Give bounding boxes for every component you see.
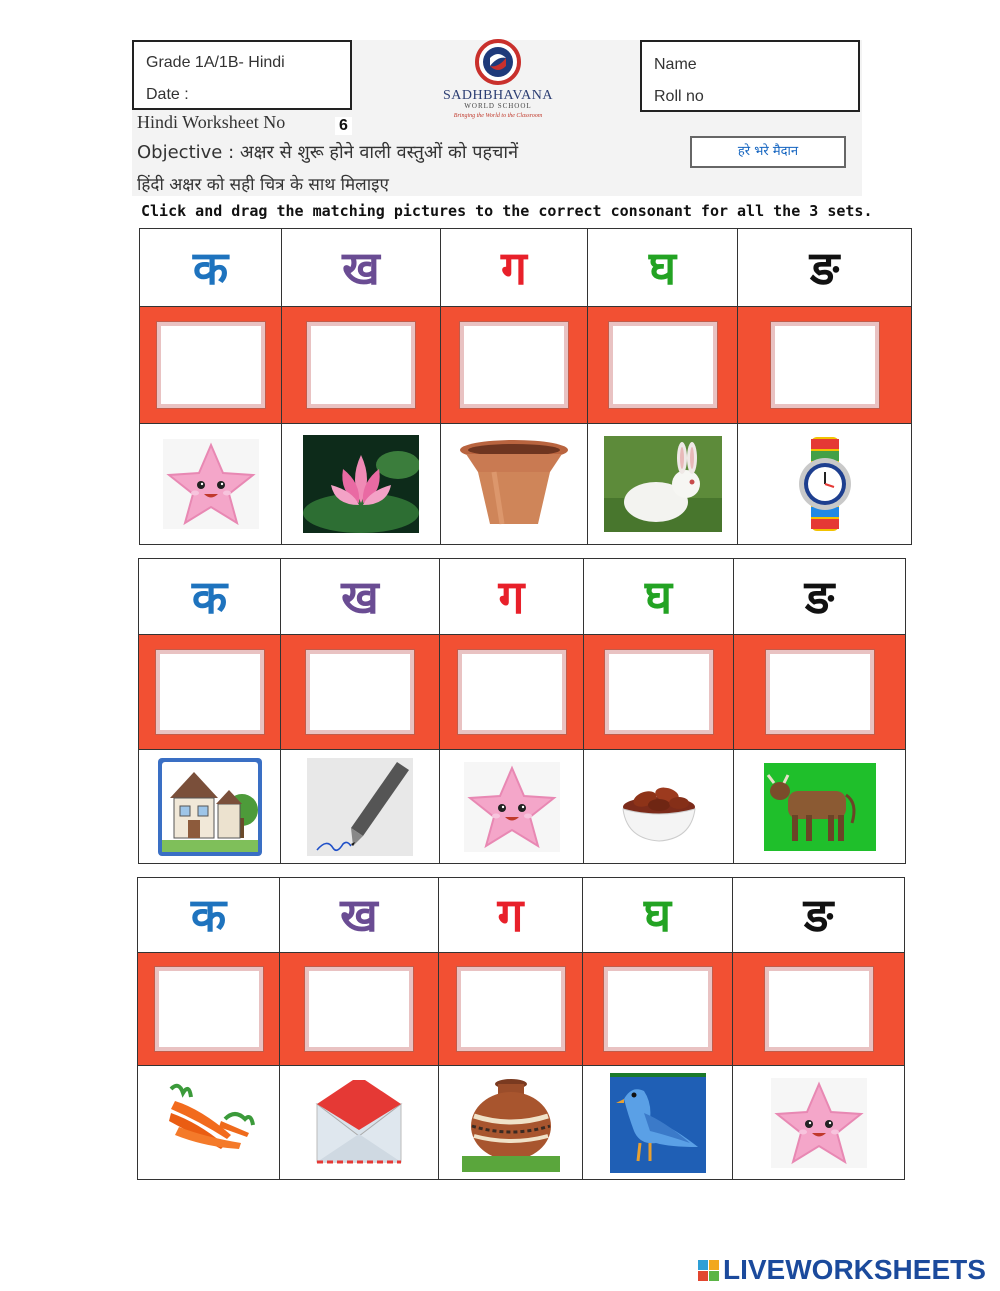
liveworksheets-brand bbox=[698, 1255, 986, 1285]
consonant-cell bbox=[588, 229, 738, 306]
consonant-letter: ग bbox=[497, 888, 524, 942]
drop-zone-cell bbox=[733, 953, 904, 1065]
drop-zone-cell bbox=[280, 953, 439, 1065]
consonant-letter: क bbox=[192, 240, 229, 295]
school-tagline: Bringing the World to the Classroom bbox=[453, 113, 543, 119]
star-icon[interactable] bbox=[771, 1078, 867, 1168]
house-icon[interactable] bbox=[158, 758, 262, 856]
picture-cell bbox=[583, 1066, 733, 1179]
drop-target-box[interactable] bbox=[605, 650, 713, 734]
consonant-cell bbox=[140, 229, 282, 306]
consonant-row bbox=[140, 229, 911, 307]
brand-square bbox=[698, 1271, 708, 1281]
drop-zone-cell bbox=[281, 635, 440, 749]
drop-target-box[interactable] bbox=[307, 322, 415, 408]
brand-square bbox=[709, 1260, 719, 1270]
envelope-icon[interactable] bbox=[313, 1080, 405, 1166]
drop-zone-cell bbox=[441, 307, 588, 423]
grade-date-box bbox=[132, 40, 352, 110]
consonant-letter: घ bbox=[643, 888, 672, 942]
consonant-letter: ख bbox=[341, 569, 379, 624]
consonant-letter: क bbox=[190, 888, 227, 942]
drop-zone-cell bbox=[440, 635, 584, 749]
school-name: SADHBHAVANA bbox=[442, 88, 553, 103]
consonant-cell bbox=[439, 878, 583, 952]
drop-zone-cell bbox=[734, 635, 905, 749]
consonant-letter: ख bbox=[340, 888, 378, 942]
picture-cell bbox=[280, 1066, 439, 1179]
dates-bowl-icon[interactable] bbox=[617, 767, 701, 847]
drop-target-box[interactable] bbox=[155, 967, 263, 1051]
instruction-text: Click and drag the matching pictures to the correct consonant for all the 3 sets. bbox=[141, 202, 873, 220]
cow-icon[interactable] bbox=[764, 763, 876, 851]
drop-zone-cell bbox=[439, 953, 583, 1065]
consonant-letter: ङ bbox=[809, 240, 840, 295]
consonant-cell bbox=[139, 559, 281, 634]
grade-label: Grade 1A/1B- Hindi bbox=[146, 54, 285, 71]
picture-cell bbox=[282, 424, 441, 544]
picture-cell bbox=[139, 750, 281, 863]
date-label: Date : bbox=[146, 86, 189, 103]
consonant-letter: घ bbox=[644, 569, 673, 624]
drop-target-box[interactable] bbox=[305, 967, 413, 1051]
picture-cell bbox=[584, 750, 734, 863]
name-roll-box bbox=[640, 40, 860, 112]
drop-target-box[interactable] bbox=[609, 322, 717, 408]
brand-square bbox=[709, 1271, 719, 1281]
consonant-letter: ङ bbox=[804, 569, 835, 624]
picture-cell bbox=[140, 424, 282, 544]
drop-target-box[interactable] bbox=[306, 650, 414, 734]
watch-icon[interactable] bbox=[787, 435, 863, 533]
consonant-cell bbox=[441, 229, 588, 306]
drop-target-box[interactable] bbox=[771, 322, 879, 408]
matching-set-1 bbox=[139, 228, 912, 545]
drop-target-box[interactable] bbox=[604, 967, 712, 1051]
pen-icon[interactable] bbox=[307, 758, 413, 856]
clay-pot-icon[interactable] bbox=[462, 1074, 560, 1172]
consonant-row bbox=[139, 559, 905, 635]
drop-target-box[interactable] bbox=[766, 650, 874, 734]
school-subtitle: WORLD SCHOOL bbox=[464, 102, 532, 110]
drop-zone-cell bbox=[583, 953, 733, 1065]
star-icon[interactable] bbox=[163, 439, 259, 529]
drop-target-box[interactable] bbox=[156, 650, 264, 734]
picture-cell bbox=[588, 424, 738, 544]
consonant-cell bbox=[440, 559, 584, 634]
drop-target-box[interactable] bbox=[457, 967, 565, 1051]
consonant-cell bbox=[138, 878, 280, 952]
drop-target-box[interactable] bbox=[460, 322, 568, 408]
name-label: Name bbox=[654, 56, 697, 73]
consonant-cell bbox=[583, 878, 733, 952]
matching-set-2 bbox=[138, 558, 906, 864]
consonant-letter: ग bbox=[501, 240, 527, 295]
picture-row bbox=[140, 423, 911, 544]
consonant-cell bbox=[734, 559, 905, 634]
drop-zone-cell bbox=[139, 635, 281, 749]
drop-zone-cell bbox=[584, 635, 734, 749]
drop-target-box[interactable] bbox=[458, 650, 566, 734]
matching-set-3 bbox=[137, 877, 905, 1180]
worksheet-number: 6 bbox=[335, 117, 352, 135]
brand-text: LIVEWORKSHEETS bbox=[723, 1254, 986, 1285]
drop-zone-cell bbox=[588, 307, 738, 423]
picture-cell bbox=[441, 424, 588, 544]
consonant-letter: क bbox=[191, 569, 228, 624]
consonant-row bbox=[138, 878, 904, 953]
drop-target-box[interactable] bbox=[765, 967, 873, 1051]
consonant-cell bbox=[733, 878, 904, 952]
consonant-cell bbox=[282, 229, 441, 306]
brand-square bbox=[698, 1260, 708, 1270]
picture-cell bbox=[440, 750, 584, 863]
badge-label: हरे भरे मैदान bbox=[690, 136, 846, 168]
roll-label: Roll no bbox=[654, 88, 704, 105]
consonant-cell bbox=[584, 559, 734, 634]
consonant-letter: ख bbox=[342, 240, 380, 295]
drop-zone-row bbox=[140, 307, 911, 423]
school-logo bbox=[430, 38, 566, 124]
picture-cell bbox=[439, 1066, 583, 1179]
worksheet-title: Hindi Worksheet No bbox=[137, 112, 286, 132]
drop-target-box[interactable] bbox=[157, 322, 265, 408]
consonant-cell bbox=[280, 878, 439, 952]
lotus-icon[interactable] bbox=[303, 435, 419, 533]
drop-zone-cell bbox=[738, 307, 911, 423]
brand-logo-icon bbox=[698, 1260, 719, 1281]
picture-cell bbox=[738, 424, 911, 544]
consonant-letter: घ bbox=[648, 240, 677, 295]
drop-zone-cell bbox=[140, 307, 282, 423]
carrot-icon[interactable] bbox=[161, 1079, 257, 1167]
picture-cell bbox=[281, 750, 440, 863]
drop-zone-row bbox=[139, 635, 905, 749]
pigeon-icon[interactable] bbox=[610, 1073, 706, 1173]
picture-cell bbox=[733, 1066, 904, 1179]
flower-pot-icon[interactable] bbox=[458, 436, 570, 532]
rabbit-icon[interactable] bbox=[604, 436, 722, 532]
drop-zone-row bbox=[138, 953, 904, 1065]
drop-zone-cell bbox=[138, 953, 280, 1065]
consonant-letter: ग bbox=[498, 569, 525, 624]
drop-zone-cell bbox=[282, 307, 441, 423]
consonant-cell bbox=[738, 229, 911, 306]
objective-text: Objective : अक्षर से शुरू होने वाली वस्तुओं को पहचानें bbox=[137, 142, 519, 163]
consonant-cell bbox=[281, 559, 440, 634]
consonant-letter: ङ bbox=[803, 888, 834, 942]
hindi-instruction: हिंदी अक्षर को सही चित्र के साथ मिलाइए bbox=[137, 175, 389, 195]
picture-row bbox=[139, 749, 905, 863]
picture-cell bbox=[138, 1066, 280, 1179]
school-emblem-icon bbox=[474, 38, 522, 86]
picture-row bbox=[138, 1065, 904, 1179]
star-icon[interactable] bbox=[464, 762, 560, 852]
picture-cell bbox=[734, 750, 905, 863]
